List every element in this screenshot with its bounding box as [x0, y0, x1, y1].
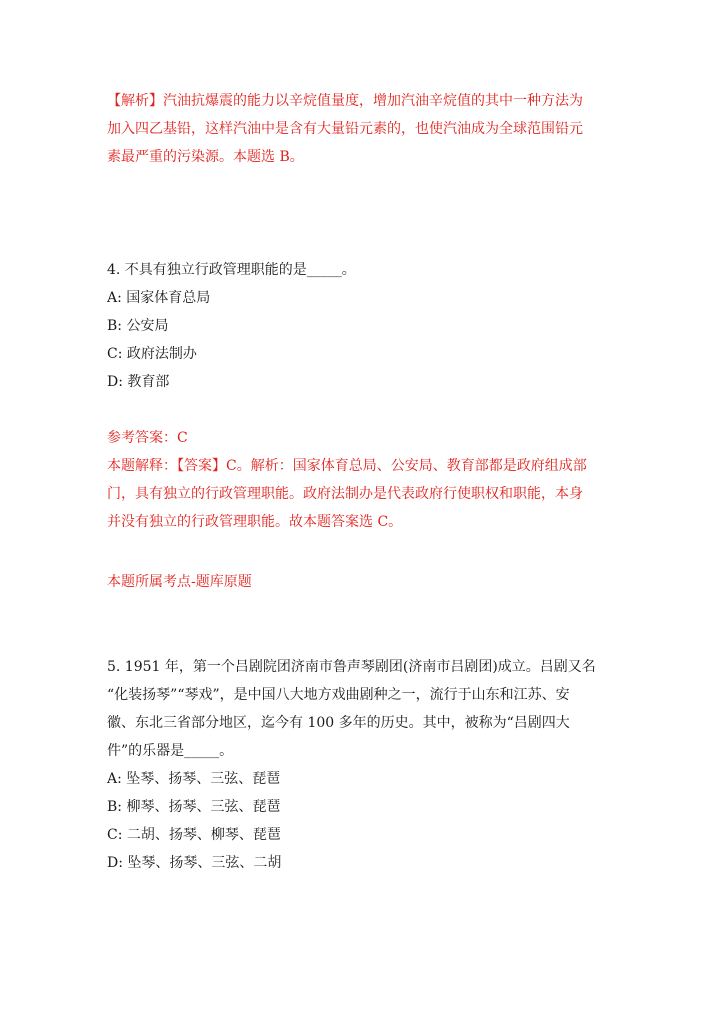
question-4 [107, 260, 615, 400]
question-4-explanation-line: 并没有独立的行政管理职能。故本题答案选 C。 [107, 514, 403, 530]
question-4-explanation-line: 门，具有独立的行政管理职能。政府法制办是代表政府行使职权和职能，本身 [107, 486, 583, 502]
question-5-stem-line: 件”的乐器是_____。 [107, 743, 234, 759]
question-4-source-text: 本题所属考点-题库原题 [107, 574, 252, 590]
question-4-option-b: B: 公安局 [107, 318, 169, 334]
question-5-option-c: C: 二胡、扬琴、柳琴、琵琶 [107, 827, 281, 843]
question-4-stem: 4. 不具有独立行政管理职能的是_____。 [107, 262, 356, 278]
prev-analysis [107, 91, 615, 171]
question-4-option-a: A: 国家体育总局 [107, 290, 211, 306]
question-5-stem-line: 5. 1951 年，第一个吕剧院团济南市鲁声琴剧团(济南市吕剧团)成立。吕剧又名 [107, 659, 596, 675]
question-5-option-d: D: 坠琴、扬琴、三弦、二胡 [107, 855, 282, 871]
question-5-option-b: B: 柳琴、扬琴、三弦、琵琶 [107, 799, 281, 815]
question-4-answer-block [107, 428, 615, 538]
question-5-option-a: A: 坠琴、扬琴、三弦、琵琶 [107, 771, 281, 787]
question-4-option-d: D: 教育部 [107, 374, 170, 390]
question-4-option-c: C: 政府法制办 [107, 346, 197, 362]
question-5-stem-line: 徽、东北三省部分地区，迄今有 100 多年的历史。其中，被称为“吕剧四大 [107, 715, 570, 731]
question-5 [107, 657, 615, 877]
prev-analysis-line: 加入四乙基铅，这样汽油中是含有大量铅元素的，也使汽油成为全球范围铅元 [107, 121, 583, 137]
prev-analysis-line: 素最严重的污染源。本题选 B。 [107, 149, 304, 165]
question-5-stem-line: “化装扬琴”“琴戏”，是中国八大地方戏曲剧种之一，流行于山东和江苏、安 [107, 687, 570, 703]
question-4-explanation-line: 本题解释：【答案】C。解析：国家体育总局、公安局、教育部都是政府组成部 [107, 458, 587, 474]
prev-analysis-line: 【解析】汽油抗爆震的能力以辛烷值量度，增加汽油辛烷值的其中一种方法为 [107, 93, 583, 109]
question-4-source [107, 572, 615, 592]
question-4-answer: 参考答案：C [107, 430, 188, 446]
